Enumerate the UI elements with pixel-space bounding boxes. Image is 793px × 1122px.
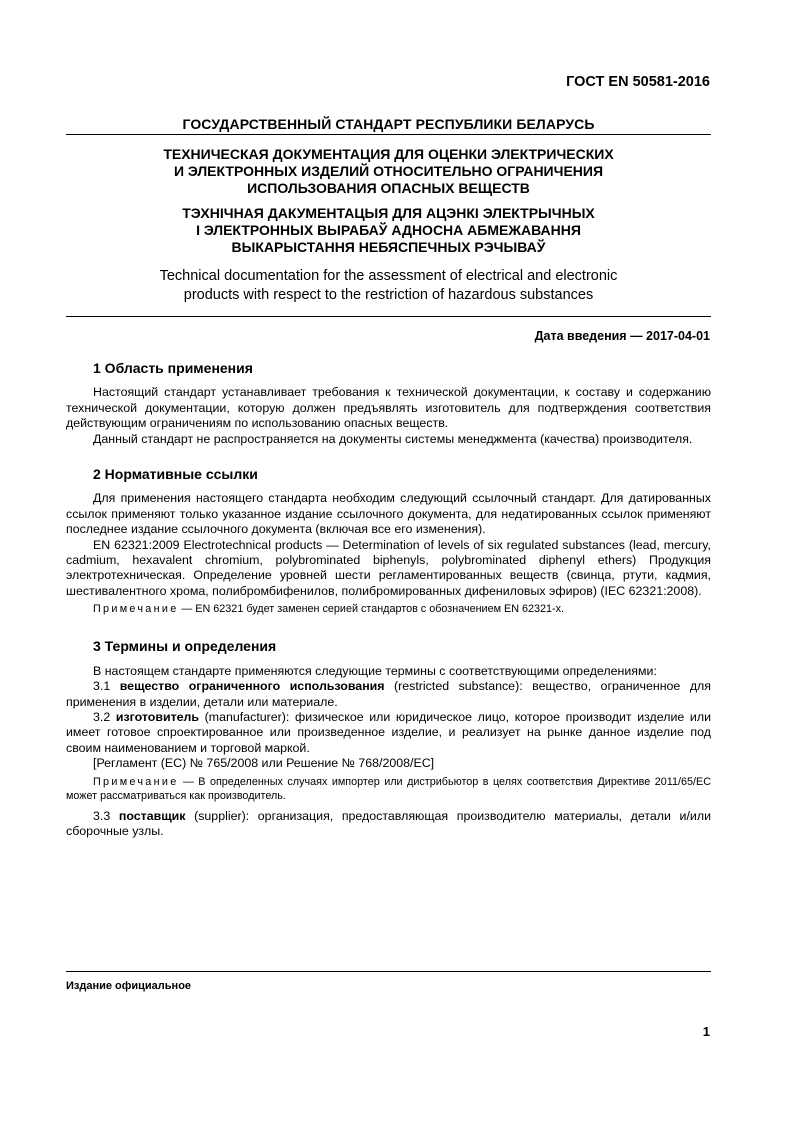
note-label: Примечание (93, 775, 179, 788)
title-divider-bottom (66, 316, 711, 317)
footer-divider (66, 971, 711, 972)
title-english: Technical documentation for the assessment of electrical and electronic products with respect to the restriction of hazardous substances (159, 268, 618, 303)
introduction-date: Дата введения — 2017-04-01 (534, 329, 710, 343)
official-edition-label: Издание официальное (66, 980, 192, 992)
term-definition-3-2: 3.2 изготовитель (manufacturer): физическое или юридическое лицо, которое производит изделие или имеет готовое спроектированное или произведенное изделие, и реализует на рынке данное изделие под своим наименованием и торговой маркой. (66, 709, 712, 755)
term: вещество ограниченного использования (119, 679, 385, 694)
paragraph: Настоящий стандарт устанавливает требования к технической документации, к составу и содержанию технической документации, которую должен предъявлять изготовитель для подтверждения соответствия действующим ограничениям по использованию опасных веществ. (66, 385, 711, 431)
term-definition-3-1: 3.1 вещество ограниченного использования (restricted substance): вещество, ограниченное для применения в изделии, детали или материале. (66, 679, 711, 709)
section-heading-normative-references: 2 Нормативные ссылки (93, 466, 258, 483)
page-number: 1 (702, 1024, 710, 1039)
term-definition-3-3: 3.3 поставщик (supplier): организация, предоставляющая производителю материалы, детали и/или сборочные узлы. (66, 808, 711, 838)
title-block (66, 116, 711, 317)
note-label: Примечание (93, 603, 179, 616)
document-number: ГОСТ EN 50581-2016 (566, 74, 710, 90)
section-heading-scope: 1 Область применения (93, 360, 253, 376)
source-reference: [Регламент (ЕС) № 765/2008 или Решение № 768/2008/ЕС] (93, 756, 435, 771)
note-text: — EN 62321 будет заменен серией стандартов с обозначением EN 62321-x. (178, 603, 565, 616)
title-belarusian: ТЭХНІЧНАЯ ДАКУМЕНТАЦЫЯ ДЛЯ АЦЭНКІ ЭЛЕКТРЫЧНЫХ І ЭЛЕКТРОННЫХ ВЫРАБАЎ АДНОСНА АБМЕЖАВАННЯ ВЫКАРЫСТАННЯ НЕБЯСПЕЧНЫХ РЭЧЫВАЎ (182, 205, 595, 255)
note-text: — В определенных случаях импортер или дистрибьютор в целях соответствия Директиве 2011/65/ЕС может рассматриваться как производитель. (66, 775, 711, 802)
paragraph: Для применения настоящего стандарта необходим следующий ссылочный стандарт. Для датированных ссылок применяют только указанное издание ссылочного документа, для недатированных ссылок применяют последнее издание ссылочного документа (включая все его изменения). (66, 491, 711, 537)
document-body (66, 361, 711, 839)
term: поставщик (118, 808, 186, 823)
title-russian: ТЕХНИЧЕСКАЯ ДОКУМЕНТАЦИЯ ДЛЯ ОЦЕНКИ ЭЛЕКТРИЧЕСКИХ И ЭЛЕКТРОННЫХ ИЗДЕЛИЙ ОТНОСИТЕЛЬНО ОГРАНИЧЕНИЯ ИСПОЛЬЗОВАНИЯ ОПАСНЫХ ВЕЩЕСТВ (163, 146, 614, 196)
section-heading-terms: 3 Термины и определения (93, 638, 277, 655)
title-divider-top (66, 134, 711, 135)
term: изготовитель (115, 709, 200, 724)
note (66, 775, 711, 803)
note (66, 602, 711, 616)
paragraph: В настоящем стандарте применяются следующие термины с соответствующими определениями: (93, 663, 657, 678)
state-standard-title: ГОСУДАРСТВЕННЫЙ СТАНДАРТ РЕСПУБЛИКИ БЕЛАРУСЬ (182, 116, 595, 132)
paragraph: Данный стандарт не распространяется на документы системы менеджмента (качества) производителя. (93, 431, 693, 446)
paragraph: EN 62321:2009 Electrotechnical products — Determination of levels of six regulated substances (lead, mercury, cadmium, hexavalent chromium, polybrominated biphenyls, polybrominated diphenyl ethers) Продукция электротехническая. Определение уровней шести регламентированных веществ (свинца, ртути, кадмия, шестивалентного хрома, полибромбифенилов, полибромированных дифениловых эфиров) (IEC 62321:2008). (66, 537, 711, 598)
